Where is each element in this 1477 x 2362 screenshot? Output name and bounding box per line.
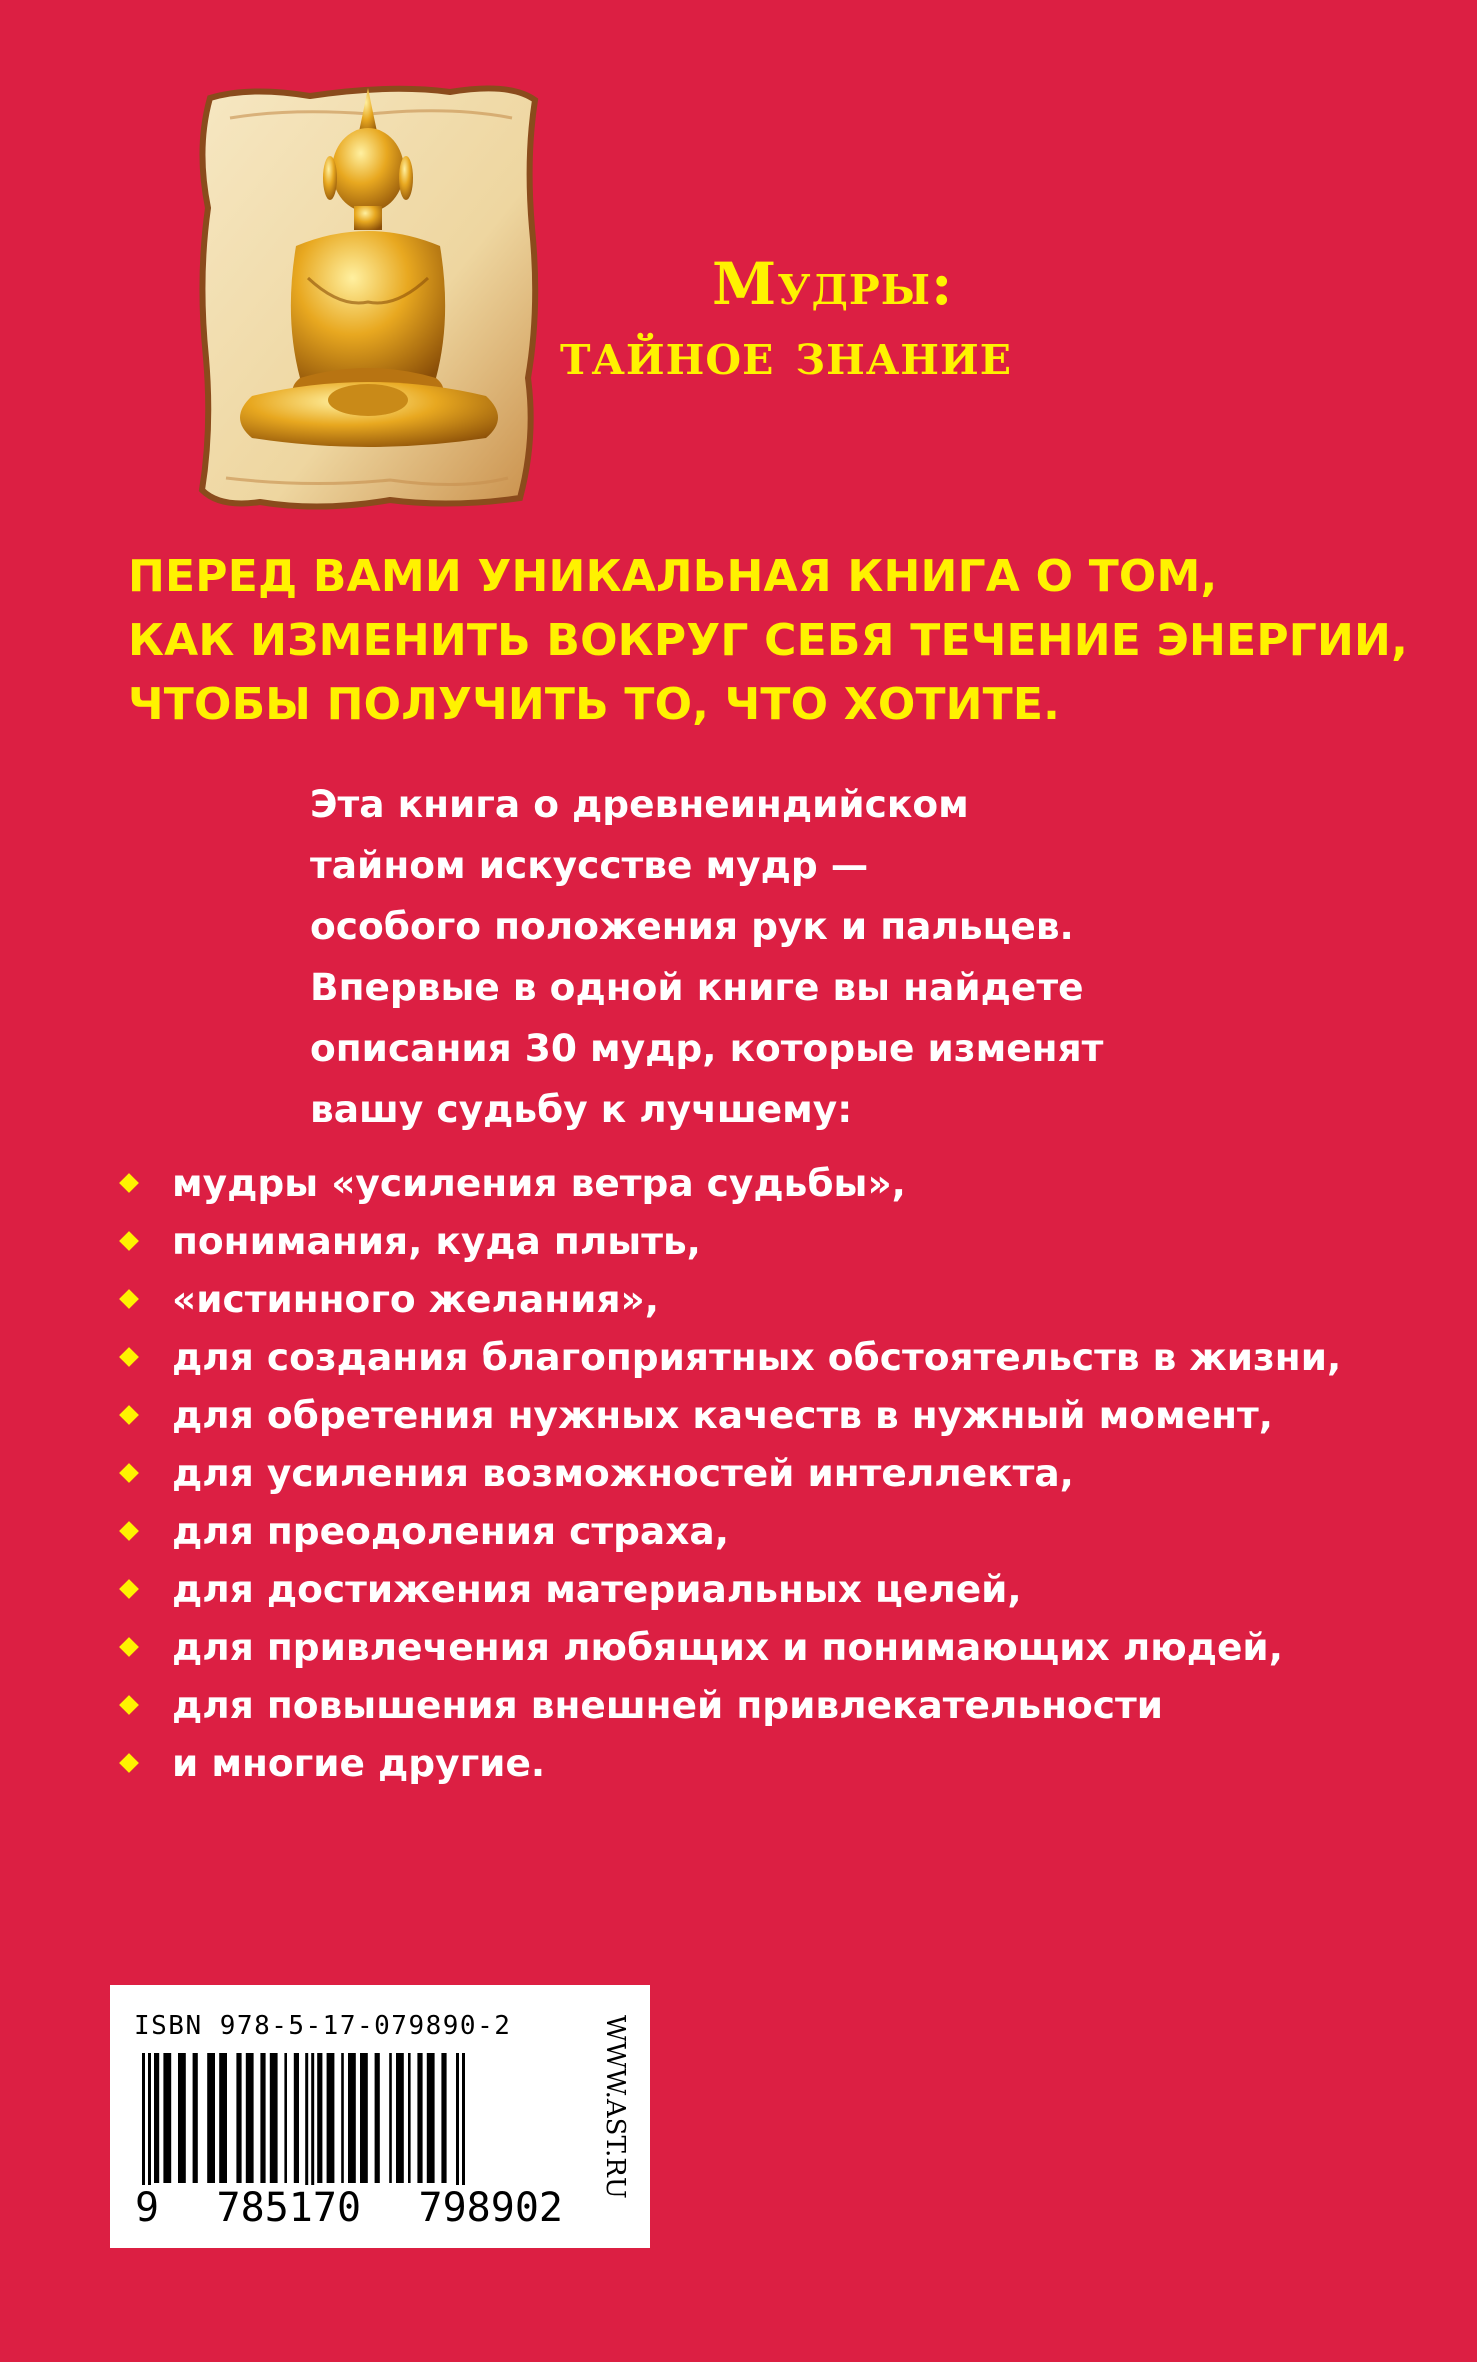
list-item bbox=[118, 1386, 1418, 1444]
diamond-bullet-icon bbox=[119, 1231, 139, 1251]
diamond-bullet-icon bbox=[119, 1173, 139, 1193]
title-line-2: тайное знание bbox=[560, 319, 1012, 388]
list-item-text: для обретения нужных качеств в нужный момент, bbox=[172, 1393, 1274, 1437]
barcode-bar bbox=[294, 2053, 299, 2183]
barcode-bar bbox=[284, 2053, 287, 2183]
barcode-box bbox=[110, 1985, 650, 2248]
barcode-bar bbox=[154, 2053, 159, 2183]
barcode-bar bbox=[193, 2053, 198, 2183]
barcode-bar bbox=[341, 2053, 344, 2183]
list-item-text: для достижения материальных целей, bbox=[172, 1567, 1022, 1611]
diamond-bullet-icon bbox=[119, 1405, 139, 1425]
barcode-bar bbox=[408, 2053, 411, 2183]
list-item-text: понимания, куда плыть, bbox=[172, 1219, 701, 1263]
list-item bbox=[118, 1676, 1418, 1734]
list-item-text: «истинного желания», bbox=[172, 1277, 659, 1321]
description-paragraph bbox=[310, 774, 1210, 1140]
list-item bbox=[118, 1444, 1418, 1502]
diamond-bullet-icon bbox=[119, 1579, 139, 1599]
barcode-bars bbox=[134, 2053, 564, 2203]
lead-line: ПЕРЕД ВАМИ УНИКАЛЬНАЯ КНИГА О ТОМ, bbox=[128, 551, 1218, 602]
list-item bbox=[118, 1328, 1418, 1386]
diamond-bullet-icon bbox=[119, 1347, 139, 1367]
buddha-statue-icon bbox=[190, 78, 550, 518]
barcode-bar bbox=[207, 2053, 215, 2183]
barcode-bar bbox=[311, 2053, 314, 2203]
list-item-text: для преодоления страха, bbox=[172, 1509, 729, 1553]
description-line: особого положения рук и пальцев. bbox=[310, 904, 1074, 948]
list-item bbox=[118, 1618, 1418, 1676]
mudra-list bbox=[118, 1154, 1418, 1792]
list-item-text: для привлечения любящих и понимающих людей, bbox=[172, 1625, 1283, 1669]
barcode-bar bbox=[417, 2053, 422, 2183]
list-item bbox=[118, 1502, 1418, 1560]
barcode-bar bbox=[348, 2053, 356, 2183]
barcode-bar bbox=[236, 2053, 241, 2183]
barcode-bar bbox=[317, 2053, 322, 2183]
barcode-bar bbox=[260, 2053, 265, 2183]
list-item bbox=[118, 1560, 1418, 1618]
barcode-bar bbox=[389, 2053, 392, 2183]
barcode-bar bbox=[305, 2053, 308, 2203]
isbn-number: ISBN 978-5-17-079890-2 bbox=[134, 2011, 512, 2041]
list-item bbox=[118, 1734, 1418, 1792]
description-line: Впервые в одной книге вы найдете bbox=[310, 965, 1084, 1009]
list-item-text: для повышения внешней привлекательности bbox=[172, 1683, 1164, 1727]
list-item-text: и многие другие. bbox=[172, 1741, 546, 1785]
diamond-bullet-icon bbox=[119, 1463, 139, 1483]
ean-digit-group: 9 bbox=[135, 2185, 160, 2231]
barcode-bar bbox=[360, 2053, 368, 2183]
barcode-bar bbox=[148, 2053, 151, 2203]
barcode-bar bbox=[270, 2053, 278, 2183]
description-line: тайном искусстве мудр — bbox=[310, 843, 869, 887]
diamond-bullet-icon bbox=[119, 1521, 139, 1541]
list-item-text: для усиления возможностей интеллекта, bbox=[172, 1451, 1074, 1495]
lead-paragraph bbox=[128, 545, 1408, 737]
publisher-website: WWW.AST.RU bbox=[600, 2015, 630, 2199]
list-item bbox=[118, 1270, 1418, 1328]
ean-digit-group: 785170 bbox=[216, 2185, 362, 2231]
buddha-illustration bbox=[190, 78, 550, 518]
barcode-bar bbox=[327, 2053, 335, 2183]
barcode-bar bbox=[142, 2053, 145, 2203]
list-item-text: мудры «усиления ветра судьбы», bbox=[172, 1161, 906, 1205]
barcode-bar bbox=[441, 2053, 446, 2183]
lead-line: КАК ИЗМЕНИТЬ ВОКРУГ СЕБЯ ТЕЧЕНИЕ ЭНЕРГИИ, bbox=[128, 615, 1408, 666]
barcode-bar bbox=[246, 2053, 254, 2183]
ean-digit-group: 798902 bbox=[418, 2185, 563, 2231]
barcode-bar bbox=[163, 2053, 171, 2183]
description-line: Эта книга о древнеиндийском bbox=[310, 782, 969, 826]
book-title bbox=[560, 250, 1260, 389]
diamond-bullet-icon bbox=[119, 1753, 139, 1773]
barcode-bar bbox=[462, 2053, 465, 2203]
diamond-bullet-icon bbox=[119, 1695, 139, 1715]
barcode-bar bbox=[219, 2053, 227, 2183]
description-line: вашу судьбу к лучшему: bbox=[310, 1087, 853, 1131]
barcode-bar bbox=[375, 2053, 380, 2183]
diamond-bullet-icon bbox=[119, 1637, 139, 1657]
list-item bbox=[118, 1154, 1418, 1212]
barcode-bar bbox=[178, 2053, 186, 2183]
list-item-text: для создания благоприятных обстоятельств в жизни, bbox=[172, 1335, 1342, 1379]
ean-digits bbox=[134, 2185, 564, 2231]
barcode-bar bbox=[396, 2053, 404, 2183]
title-line-1: Мудры: bbox=[712, 250, 954, 318]
diamond-bullet-icon bbox=[119, 1289, 139, 1309]
description-line: описания 30 мудр, которые изменят bbox=[310, 1026, 1104, 1070]
barcode-bar bbox=[427, 2053, 435, 2183]
lead-line: ЧТОБЫ ПОЛУЧИТЬ ТО, ЧТО ХОТИТЕ. bbox=[128, 679, 1061, 730]
list-item bbox=[118, 1212, 1418, 1270]
barcode-bar bbox=[456, 2053, 459, 2203]
